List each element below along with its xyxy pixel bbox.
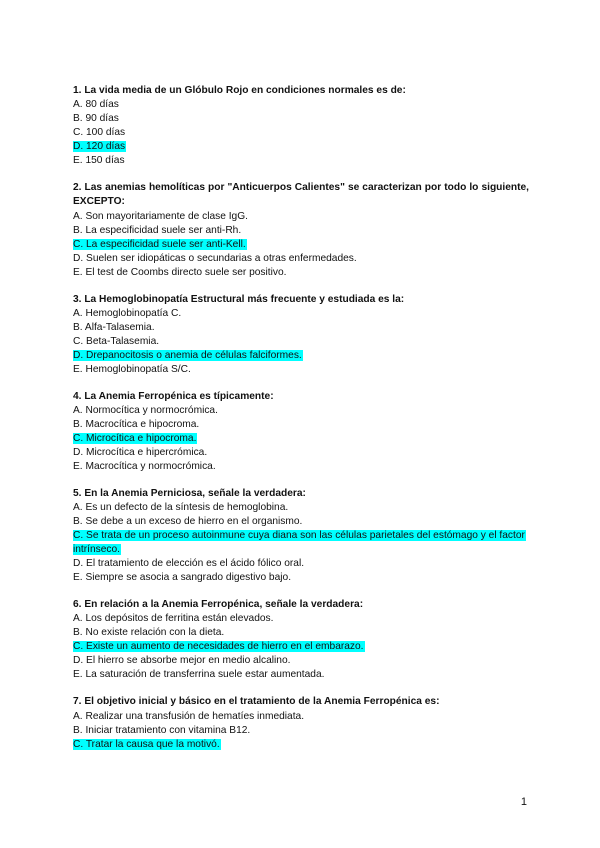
- option-list: [73, 98, 529, 168]
- option-text: D. Suelen ser idiopáticas o secundarias a otras enfermedades.: [73, 252, 357, 264]
- option-text: E. La saturación de transferrina suele estar aumentada.: [73, 669, 325, 681]
- option-text: A. Hemoglobinopatía C.: [73, 307, 182, 319]
- option-text: B. Macrocítica e hipocroma.: [73, 419, 200, 431]
- page-number: 1: [520, 796, 527, 808]
- option-text: D. Drepanocitosis o anemia de células falciformes.: [73, 349, 302, 361]
- question-title: 2. Las anemias hemolíticas por "Anticuerpos Calientes" se caracterizan por todo lo siguiente, EXCEPTO:: [73, 182, 529, 208]
- option-text: C. Microcítica e hipocroma.: [73, 433, 197, 445]
- option-text: B. Se debe a un exceso de hierro en el organismo.: [73, 516, 303, 528]
- option-text: E. Hemoglobinopatía S/C.: [73, 363, 191, 375]
- option-text: B. Alfa-Talasemia.: [73, 321, 155, 333]
- option-text: B. La especificidad suele ser anti-Rh.: [73, 224, 242, 236]
- option-list: [73, 404, 529, 474]
- option-text: E. Siempre se asocia a sangrado digestivo bajo.: [73, 572, 292, 584]
- option-text: A. Realizar una transfusión de hematíes inmediata.: [73, 710, 305, 722]
- option: [73, 335, 529, 349]
- option-correct: [73, 738, 529, 752]
- option-text: E. El test de Coombs directo suele ser positivo.: [73, 266, 287, 278]
- option: [73, 515, 529, 529]
- question-title: 7. El objetivo inicial y básico en el tratamiento de la Anemia Ferropénica es:: [73, 696, 440, 708]
- option-text: B. No existe relación con la dieta.: [73, 627, 225, 639]
- question-title: 1. La vida media de un Glóbulo Rojo en condiciones normales es de:: [73, 85, 406, 96]
- option-text: D. El tratamiento de elección es el ácido fólico oral.: [73, 558, 305, 570]
- option: [73, 668, 529, 682]
- option: [73, 210, 529, 224]
- option: [73, 266, 529, 280]
- question-5: [73, 487, 529, 585]
- question-7: [73, 695, 529, 751]
- option: [73, 154, 529, 168]
- option-text: A. Normocítica y normocrómica.: [73, 405, 218, 417]
- question-4: [73, 390, 529, 474]
- option: [73, 418, 529, 432]
- option: [73, 557, 529, 571]
- option: [73, 98, 529, 112]
- option: [73, 460, 529, 474]
- option-text: C. Beta-Talasemia.: [73, 335, 160, 347]
- option-correct: [73, 529, 529, 557]
- option-text: A. Los depósitos de ferritina están elevados.: [73, 613, 274, 625]
- option-text: E. Macrocítica y normocrómica.: [73, 461, 216, 473]
- option-correct: [73, 640, 529, 654]
- option: [73, 112, 529, 126]
- option-text: B. Iniciar tratamiento con vitamina B12.: [73, 724, 251, 736]
- option: [73, 710, 529, 724]
- option: [73, 307, 529, 321]
- option-list: [73, 307, 529, 377]
- option: [73, 404, 529, 418]
- question-title: 4. La Anemia Ferropénica es típicamente:: [73, 390, 274, 402]
- question-6: [73, 598, 529, 682]
- question-title: 5. En la Anemia Perniciosa, señale la verdadera:: [73, 488, 306, 500]
- option-correct: [73, 140, 529, 154]
- option-text: B. 90 días: [73, 113, 119, 125]
- option: [73, 363, 529, 377]
- question-1: [73, 84, 529, 168]
- option: [73, 724, 529, 738]
- option: [73, 321, 529, 335]
- option-list: [73, 612, 529, 682]
- option-text: C. Existe un aumento de necesidades de hierro en el embarazo.: [73, 641, 364, 653]
- option-correct: [73, 432, 529, 446]
- option-text: C. 100 días: [73, 127, 126, 139]
- option-text: A. 80 días: [73, 99, 119, 111]
- option-text: C. Tratar la causa que la motivó.: [73, 738, 220, 750]
- option-list: [73, 501, 529, 585]
- option: [73, 626, 529, 640]
- option: [73, 252, 529, 266]
- question-list: [73, 84, 529, 765]
- option-text: D. Microcítica e hipercrómica.: [73, 447, 208, 459]
- option: [73, 224, 529, 238]
- option: [73, 654, 529, 668]
- option-list: [73, 210, 529, 280]
- option-text: C. La especificidad suele ser anti-Kell.: [73, 238, 246, 250]
- option-text: A. Son mayoritariamente de clase IgG.: [73, 210, 248, 222]
- option-list: [73, 710, 529, 752]
- option-text: D. El hierro se absorbe mejor en medio alcalino.: [73, 655, 291, 667]
- option-text: E. 150 días: [73, 155, 125, 167]
- option: [73, 446, 529, 460]
- option: [73, 126, 529, 140]
- question-2: [73, 181, 529, 279]
- option-text: D. 120 días: [73, 141, 126, 153]
- option-correct: [73, 238, 529, 252]
- question-title: 3. La Hemoglobinopatía Estructural más frecuente y estudiada es la:: [73, 293, 405, 305]
- option: [73, 501, 529, 515]
- question-title: 6. En relación a la Anemia Ferropénica, señale la verdadera:: [73, 599, 364, 611]
- option-text: A. Es un defecto de la síntesis de hemoglobina.: [73, 502, 289, 514]
- option: [73, 612, 529, 626]
- question-3: [73, 293, 529, 377]
- option-text: C. Se trata de un proceso autoinmune cuya diana son las células parietales del estómago y el factor intrínseco.: [73, 530, 525, 556]
- option: [73, 571, 529, 585]
- option-correct: [73, 349, 529, 363]
